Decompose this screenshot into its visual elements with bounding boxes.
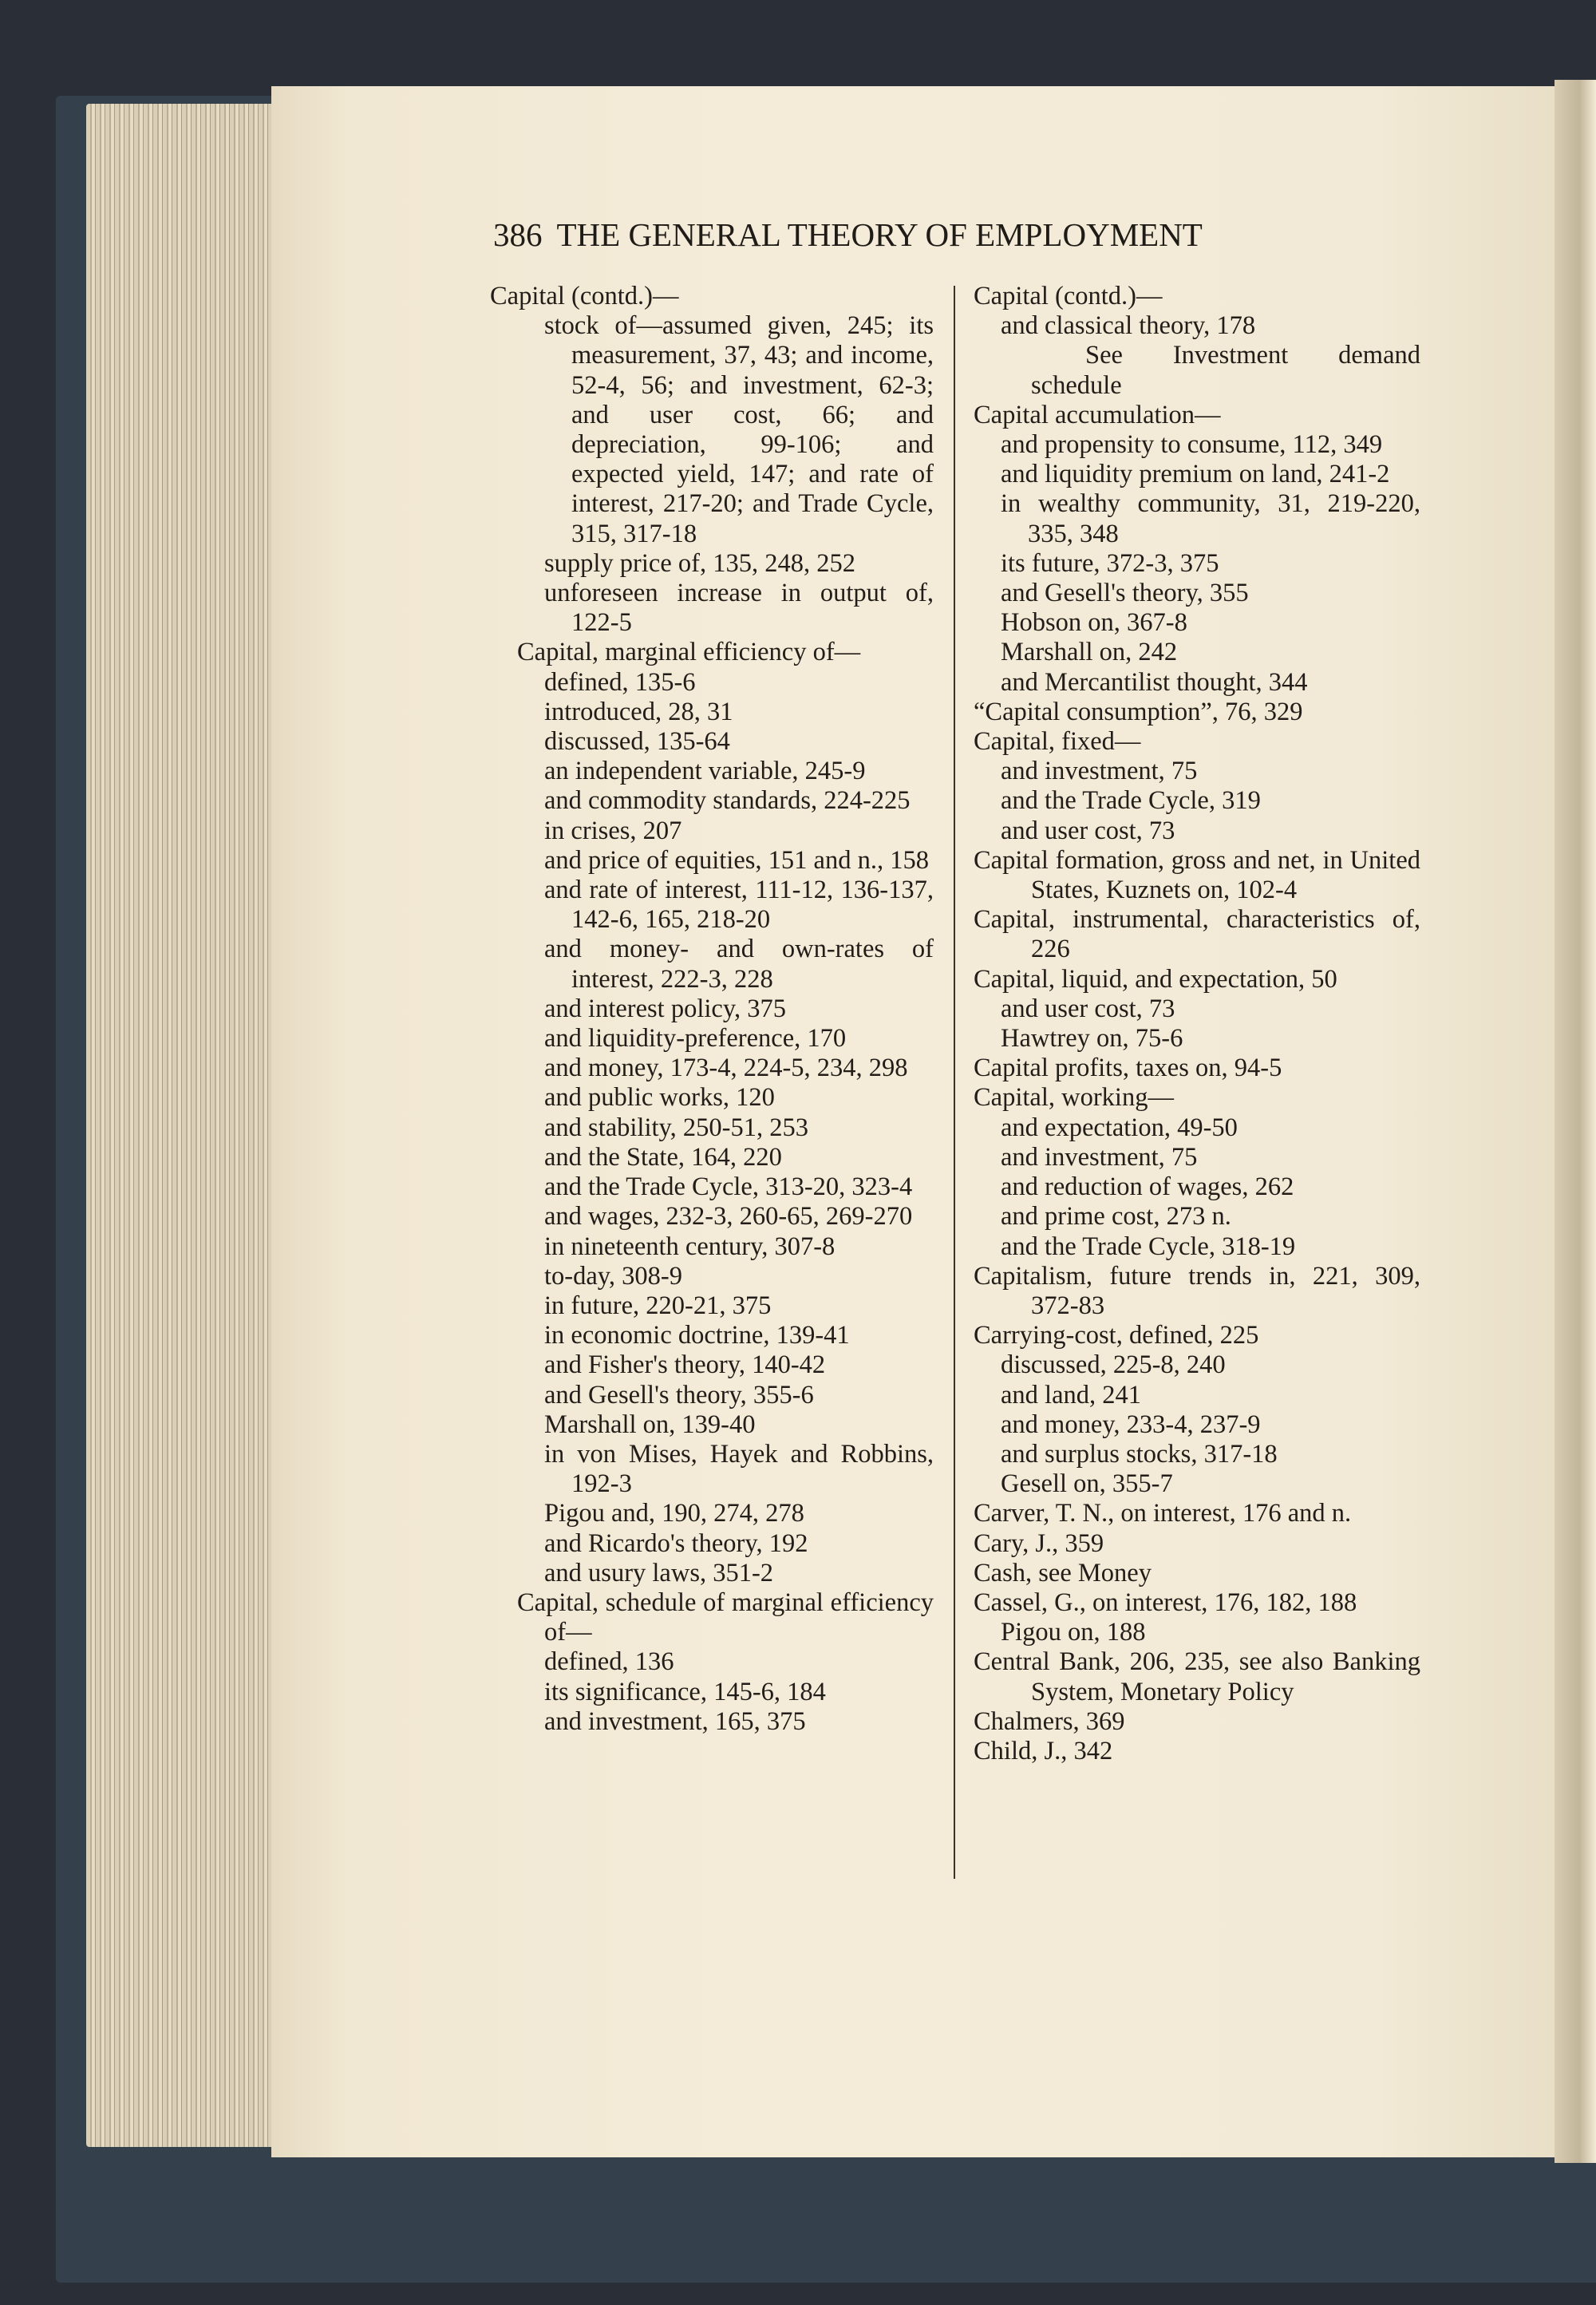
- index-entry: See Investment demand schedule: [1031, 341, 1420, 400]
- index-entry: stock of—assumed given, 245; its measurement, 37, 43; and income, 52-4, 56; and investment, 62-3; and user cost, 66; and depreciation, 99-106; and expected yield, 147; and rate of interest, 217-20; and Trade Cycle, 315, 317-18: [544, 311, 934, 548]
- index-entry: and expectation, 49-50: [1001, 1113, 1238, 1142]
- index-entry: an independent variable, 245-9: [544, 757, 866, 786]
- index-entry: discussed, 135-64: [544, 727, 730, 757]
- running-head: [493, 215, 1379, 254]
- index-entry: introduced, 28, 31: [544, 697, 733, 726]
- index-entry: and Fisher's theory, 140-42: [544, 1350, 826, 1380]
- index-entry: and investment, 75: [1001, 757, 1198, 786]
- index-entry: and money, 233-4, 237-9: [1001, 1409, 1261, 1439]
- index-entry: Cassel, G., on interest, 176, 182, 188: [974, 1587, 1357, 1617]
- index-entry: and the Trade Cycle, 313-20, 323-4: [544, 1172, 913, 1202]
- page-gutter: [1555, 80, 1596, 2163]
- index-entry: and surplus stocks, 317-18: [1001, 1439, 1278, 1469]
- column-divider: [954, 286, 955, 1879]
- index-entry: and the Trade Cycle, 318-19: [1001, 1232, 1296, 1261]
- index-entry: and Ricardo's theory, 192: [544, 1528, 808, 1558]
- index-entry: in von Mises, Hayek and Robbins, 192-3: [544, 1439, 934, 1499]
- index-entry: defined, 135-6: [544, 667, 696, 697]
- index-entry: and investment, 165, 375: [544, 1706, 806, 1736]
- index-entry: and liquidity-preference, 170: [544, 1024, 847, 1054]
- index-entry: Capital profits, taxes on, 94-5: [974, 1054, 1282, 1083]
- index-entry: and rate of interest, 111-12, 136-137, 142-6, 165, 218-20: [544, 876, 934, 935]
- index-entry: Gesell on, 355-7: [1001, 1469, 1173, 1499]
- index-entry: Capital, working—: [974, 1083, 1174, 1113]
- index-entry: and reduction of wages, 262: [1001, 1172, 1294, 1202]
- index-entry: and Gesell's theory, 355: [1001, 579, 1249, 608]
- index-entry: Hobson on, 367-8: [1001, 608, 1187, 638]
- index-entry: in wealthy community, 31, 219-220, 335, 348: [1001, 489, 1420, 548]
- index-entry: and commodity standards, 224-225: [544, 786, 911, 816]
- index-entry: and propensity to consume, 112, 349: [1001, 430, 1383, 460]
- index-entry: to-day, 308-9: [544, 1261, 682, 1291]
- index-entry: Child, J., 342: [974, 1736, 1113, 1765]
- index-entry: in nineteenth century, 307-8: [544, 1232, 836, 1261]
- index-entry: Capital, fixed—: [974, 727, 1141, 757]
- index-entry: its significance, 145-6, 184: [544, 1677, 826, 1706]
- index-entry: Hawtrey on, 75-6: [1001, 1024, 1183, 1054]
- index-entry: and the Trade Cycle, 319: [1001, 786, 1261, 816]
- index-entry: Capital, liquid, and expectation, 50: [974, 964, 1337, 994]
- index-entry: and investment, 75: [1001, 1142, 1198, 1172]
- index-entry: Pigou on, 188: [1001, 1618, 1146, 1647]
- index-entry: “Capital consumption”, 76, 329: [974, 697, 1303, 726]
- index-entry: Marshall on, 139-40: [544, 1409, 756, 1439]
- index-entry: in economic doctrine, 139-41: [544, 1321, 850, 1350]
- index-entry: and Mercantilist thought, 344: [1001, 667, 1308, 697]
- index-entry: its future, 372-3, 375: [1001, 548, 1219, 578]
- index-entry: Pigou and, 190, 274, 278: [544, 1499, 804, 1528]
- index-entry: in crises, 207: [544, 816, 682, 845]
- index-entry: and user cost, 73: [1001, 816, 1175, 845]
- index-entry: Cary, J., 359: [974, 1528, 1104, 1558]
- index-entry: and public works, 120: [544, 1083, 775, 1113]
- index-entry: Chalmers, 369: [974, 1706, 1125, 1736]
- page-number: 386: [493, 216, 543, 253]
- index-entry: Central Bank, 206, 235, see also Banking System, Monetary Policy: [974, 1647, 1420, 1706]
- index-entry: and Gesell's theory, 355-6: [544, 1380, 814, 1409]
- index-entry: Carrying-cost, defined, 225: [974, 1321, 1259, 1350]
- page-stack-edge: [86, 104, 281, 2147]
- index-entry: Capital, schedule of marginal efficiency of—: [517, 1587, 934, 1647]
- index-entry: Capital (contd.)—: [490, 282, 679, 310]
- index-entry: and land, 241: [1001, 1380, 1142, 1409]
- running-head-title: THE GENERAL THEORY OF EMPLOYMENT: [556, 216, 1203, 253]
- index-entry: and stability, 250-51, 253: [544, 1113, 808, 1142]
- index-entry: supply price of, 135, 248, 252: [544, 548, 855, 578]
- index-entry: Capital (contd.)—: [974, 282, 1163, 310]
- index-entry: and usury laws, 351-2: [544, 1558, 774, 1587]
- index-entry: discussed, 225-8, 240: [1001, 1350, 1226, 1380]
- index-entry: Capitalism, future trends in, 221, 309, 372-83: [974, 1261, 1420, 1320]
- index-entry: Carver, T. N., on interest, 176 and n.: [974, 1499, 1352, 1528]
- index-entry: Capital, marginal efficiency of—: [517, 638, 861, 667]
- index-entry: Capital, instrumental, characteristics of, 226: [974, 905, 1420, 964]
- index-entry: unforeseen increase in output of, 122-5: [544, 579, 934, 638]
- index-entry: Marshall on, 242: [1001, 638, 1178, 667]
- index-entry: and interest policy, 375: [544, 994, 786, 1023]
- index-column-right: [974, 282, 1420, 1766]
- index-entry: and user cost, 73: [1001, 994, 1175, 1023]
- index-entry: and money- and own-rates of interest, 222-3, 228: [544, 935, 934, 994]
- index-entry: Cash, see Money: [974, 1558, 1152, 1587]
- index-entry: and money, 173-4, 224-5, 234, 298: [544, 1054, 908, 1083]
- index-entry: Capital accumulation—: [974, 400, 1221, 429]
- index-entry: Capital formation, gross and net, in United States, Kuznets on, 102-4: [974, 845, 1420, 905]
- index-entry: and wages, 232-3, 260-65, 269-270: [544, 1202, 913, 1232]
- index-column-left: [490, 282, 934, 1737]
- index-entry: and liquidity premium on land, 241-2: [1001, 460, 1390, 489]
- index-entry: defined, 136: [544, 1647, 674, 1677]
- index-entry: and prime cost, 273 n.: [1001, 1202, 1231, 1232]
- index-entry: and price of equities, 151 and n., 158: [544, 845, 929, 875]
- index-entry: and classical theory, 178: [1001, 311, 1256, 341]
- index-entry: and the State, 164, 220: [544, 1142, 782, 1172]
- index-entry: in future, 220-21, 375: [544, 1291, 772, 1320]
